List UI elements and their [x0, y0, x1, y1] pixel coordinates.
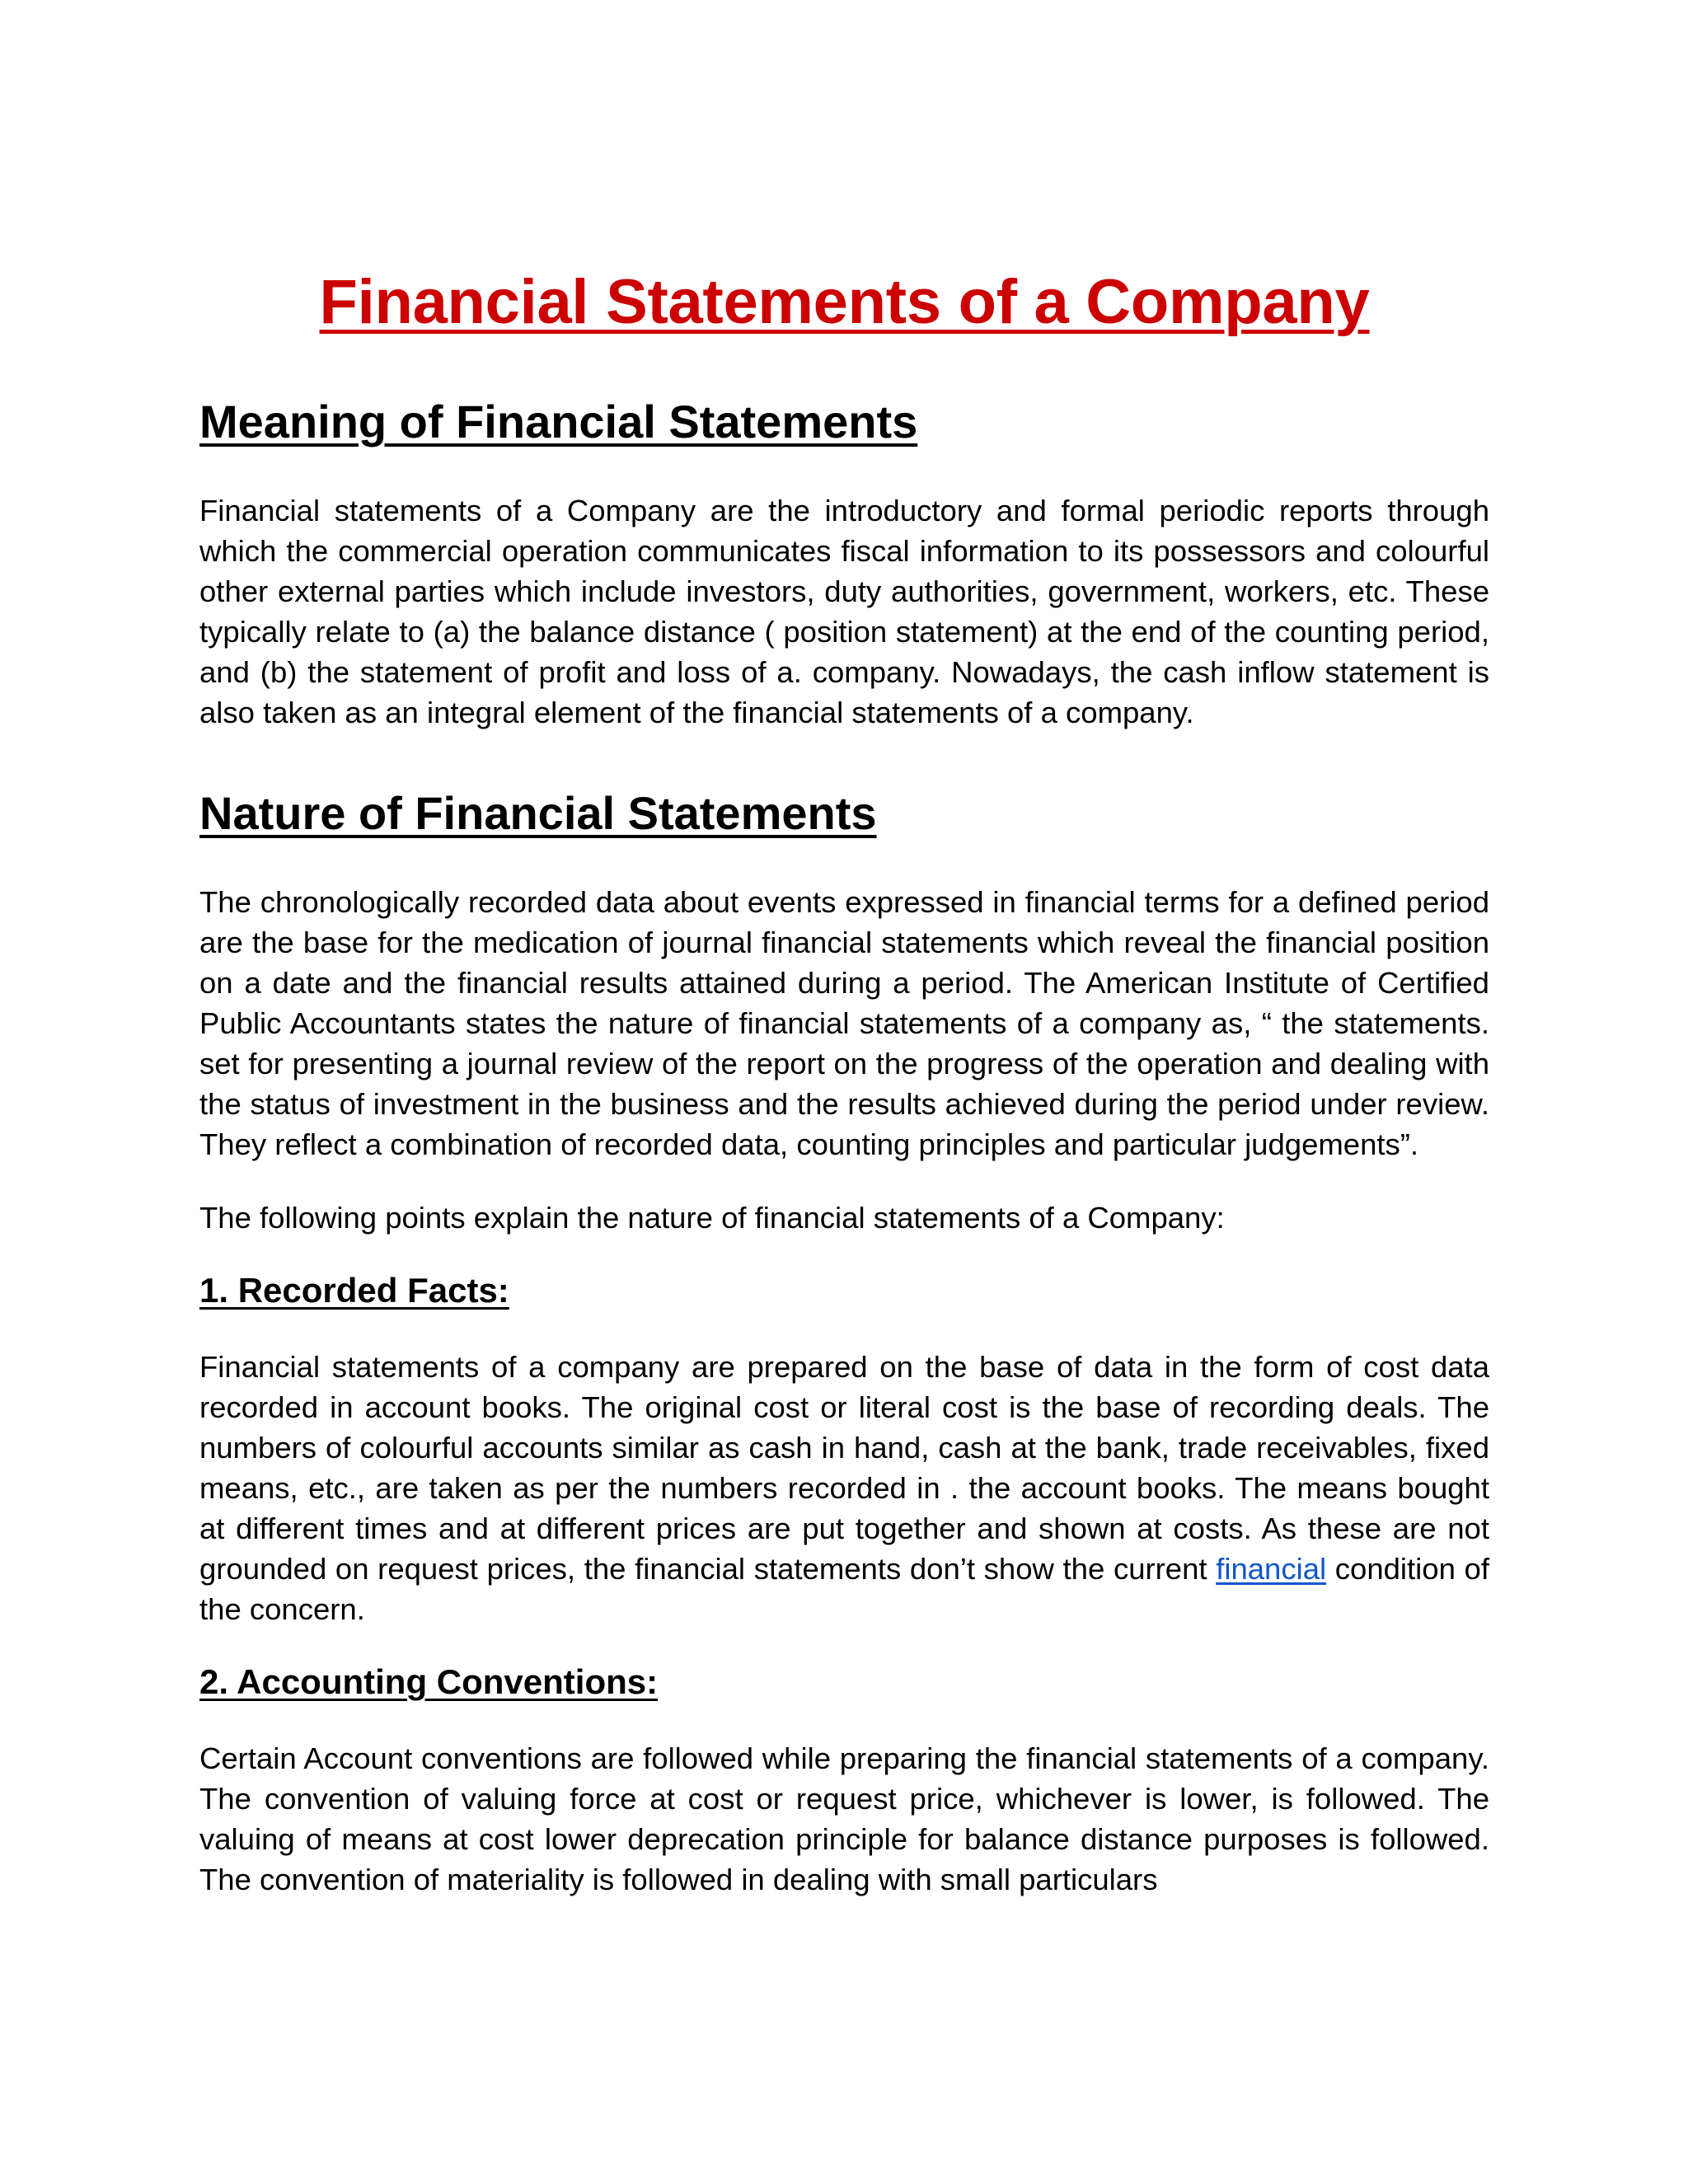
paragraph-meaning: Financial statements of a Company are the introductory and formal periodic reports through which the commercial operation communicates fiscal information to its possessors and colourful other external parties which include investors, duty authorities, government, workers, etc. These typically relate to (a) the balance distance ( position statement) at the end of the counting period, and (b) the statement of profit and loss of a. company. Nowadays, the cash inflow statement is also taken as an integral element of the financial statements of a company. [199, 494, 1489, 729]
paragraph-nature-intro: The following points explain the nature of financial statements of a Company: [199, 1201, 1225, 1235]
document-content [199, 265, 1489, 1900]
paragraph-accounting-conventions: Certain Account conventions are followed while preparing the financial statements of a company. The convention of valuing force at cost or request price, whichever is lower, is followed. The valuing of means at cost lower deprecation principle for balance distance purposes is followed. The convention of materiality is followed in dealing with small particulars [199, 1741, 1489, 1896]
subsection-heading-recorded-facts: 1. Recorded Facts: [199, 1271, 509, 1310]
paragraph-nature: The chronologically recorded data about events expressed in financial terms for a defined period are the base for the medication of journal financial statements which reveal the financial position on a date and the financial results attained during a period. The American Institute of Certified Public Accountants states the nature of financial statements of a company as, “ the statements. set for presenting a journal review of the report on the progress of the operation and dealing with the status of investment in the business and the results achieved during the period under review. They reflect a combination of recorded data, counting principles and particular judgements”. [199, 885, 1489, 1161]
paragraph-recorded-facts [199, 1347, 1489, 1629]
document-title: Financial Statements of a Company [319, 267, 1370, 337]
recorded-facts-text-before-link: Financial statements of a company are prepared on the base of data in the form of cost data recorded in account books. The original cost or literal cost is the base of recording deals. The numbers of colourful accounts similar as cash in hand, cash at the bank, trade receivables, fixed means, etc., are taken as per the numbers recorded in . the account books. The means bought at different times and at different prices are put together and shown at costs. As these are not grounded on request prices, the financial statements don’t show the current [199, 1350, 1489, 1586]
section-heading-meaning: Meaning of Financial Statements [199, 396, 918, 448]
recorded-facts-text-after-link: condition of the concern. [199, 1552, 1489, 1626]
section-heading-nature: Nature of Financial Statements [199, 787, 877, 839]
financial-link[interactable]: financial [1216, 1552, 1327, 1586]
subsection-heading-accounting-conventions: 2. Accounting Conventions: [199, 1662, 659, 1701]
